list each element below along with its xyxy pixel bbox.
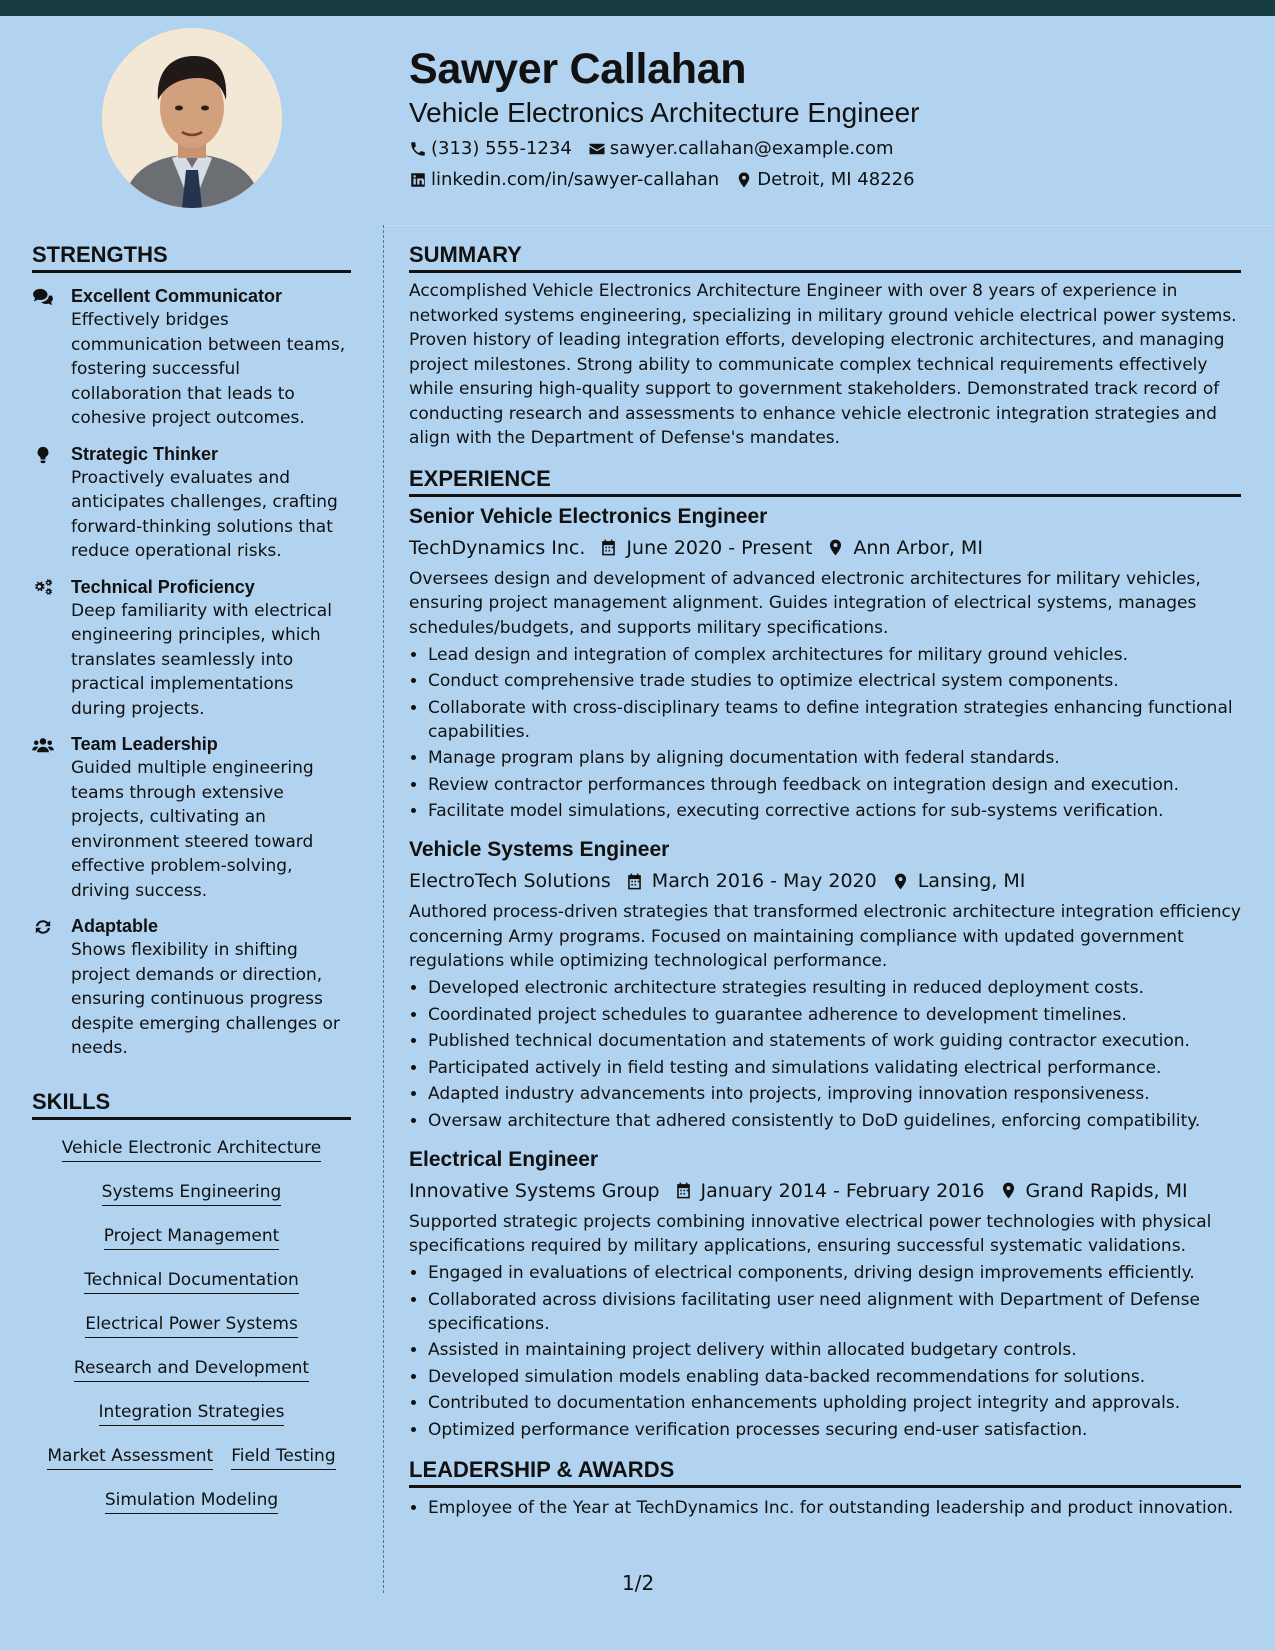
resume-header [409,42,1249,192]
skill-tag: Simulation Modeling [105,1488,278,1514]
email-contact[interactable] [588,137,894,161]
awards-heading: LEADERSHIP & AWARDS [409,1455,1241,1488]
contact-row-1 [409,137,1249,161]
calendar-icon [625,872,644,891]
job-bullet: • Developed simulation models enabling data-backed recommendations for solutions. [428,1365,1241,1389]
job-bullet: • Assisted in maintaining project delivery within allocated budgetary controls. [428,1338,1241,1362]
strengths-heading: STRENGTHS [32,240,351,273]
envelope-icon [588,140,606,158]
cogs-icon [32,579,54,597]
job-bullets [409,643,1241,824]
awards-section [409,1496,1241,1520]
skill-tag: Technical Documentation [84,1268,299,1294]
location-text: Detroit, MI 48226 [757,169,915,190]
job-meta [409,535,1241,561]
strength-name: Technical Proficiency [71,576,255,597]
map-marker-icon [999,1181,1018,1200]
strength-name: Excellent Communicator [71,286,283,306]
job-bullet: • Manage program plans by aligning documentation with federal standards. [428,746,1241,770]
skills-heading: SKILLS [32,1087,351,1120]
calendar-icon [599,538,618,557]
job-bullet: • Coordinated project schedules to guarantee adherence to development timelines. [428,1003,1241,1027]
skill-tag: Research and Development [74,1356,309,1382]
email-text[interactable]: sawyer.callahan@example.com [609,138,894,159]
strength-name: Team Leadership [71,734,218,754]
map-marker-icon [826,538,845,557]
job-meta [409,868,1241,894]
page-number: 1/2 [622,1571,655,1595]
job-meta [409,1178,1241,1204]
strength-desc: Effectively bridges communication between teams, fostering successful collaboration that leads to cohesive project outcomes. [71,310,346,428]
job-description: Authored process-driven strategies that transformed electronic architecture integration efficiency concerning Army programs. Focused on maintaining compliance with updated government regulations while optimizing technological performance. [409,902,1241,971]
job-location: Grand Rapids, MI [1025,1179,1188,1202]
strength-desc: Proactively evaluates and anticipates challenges, crafting forward-thinking solutions that reduce operational risks. [71,467,338,561]
linkedin-icon [409,171,427,189]
skill-tag: Electrical Power Systems [85,1312,298,1338]
map-marker-icon [735,171,753,189]
users-icon [32,736,54,754]
skill-tag: Market Assessment [47,1444,213,1470]
strength-desc: Guided multiple engineering teams through extensive projects, cultivating an environment steered toward effective problem-solving, driving success. [71,758,314,901]
contact-row-2 [409,168,1249,192]
skill-tag: Field Testing [231,1444,335,1470]
job-entry [409,1146,1241,1442]
calendar-icon [674,1181,693,1200]
map-marker-icon [891,872,910,891]
candidate-title: Vehicle Electronics Architecture Engineer [409,97,920,128]
job-bullet: • Participated actively in field testing and simulations validating electrical performance. [428,1056,1241,1080]
top-bar [0,0,1275,16]
skills-list [32,1120,351,1524]
job-bullet: • Collaborate with cross-disciplinary teams to define integration strategies enhancing functional capabilities. [428,696,1241,744]
experience-heading: EXPERIENCE [409,464,1241,497]
right-column [409,240,1241,1520]
job-bullet: • Lead design and integration of complex architectures for military ground vehicles. [428,643,1241,667]
job-title: Senior Vehicle Electronics Engineer [409,504,768,528]
job-dates: June 2020 - Present [626,536,813,559]
job-location: Ann Arbor, MI [853,536,983,559]
strength-name: Strategic Thinker [71,443,219,464]
sync-icon [32,918,54,936]
strength-desc: Shows flexibility in shifting project demands or direction, ensuring continuous progress despite emerging challenges or needs. [71,940,340,1058]
profile-photo [102,28,282,208]
job-bullet: • Contributed to documentation enhancements upholding project integrity and approvals. [428,1391,1241,1415]
job-bullet: • Optimized performance verification processes securing end-user satisfaction. [428,1418,1241,1442]
strength-item [32,575,351,722]
phone-icon [409,140,427,158]
job-location: Lansing, MI [917,870,1026,892]
job-dates: January 2014 - February 2016 [700,1179,985,1202]
strength-item [32,284,351,431]
linkedin-text[interactable]: linkedin.com/in/sawyer-callahan [431,169,720,190]
job-company: ElectroTech Solutions [409,870,611,892]
strength-item [32,914,351,1061]
award-item: • Employee of the Year at TechDynamics Inc. for outstanding leadership and product innovation. [428,1496,1241,1520]
job-dates: March 2016 - May 2020 [651,870,877,892]
summary-heading: SUMMARY [409,240,1241,273]
job-bullet: • Facilitate model simulations, executing corrective actions for sub-systems verification. [428,799,1241,823]
job-bullet: • Collaborated across divisions facilitating user need alignment with Department of Defense specifications. [428,1288,1241,1336]
job-title: Electrical Engineer [409,1147,599,1171]
awards-list [409,1496,1241,1520]
job-company: Innovative Systems Group [409,1179,660,1202]
summary-text: Accomplished Vehicle Electronics Architecture Engineer with over 8 years of experience in networked systems engineering, specializing in military ground vehicle electrical power systems. Proven history of leading integration efforts, developing electronic architectures, and managing project milestones. Strong ability to communicate complex technical requirements effectively while ensuring high-quality support to government stakeholders. Demonstrated track record of conducting research and assessments to enhance vehicle electronic integration strategies and align with the Department of Defense's mandates. [409,281,1237,448]
job-bullet: • Adapted industry advancements into projects, improving innovation responsiveness. [428,1082,1241,1106]
strength-item [32,442,351,564]
job-description: Oversees design and development of advanced electronic architectures for military vehicles, ensuring project management alignment. Guides integration of electrical systems, manages schedules/budgets, and supports military specifications. [409,568,1201,638]
location-contact [735,168,914,192]
candidate-name: Sawyer Callahan [409,45,747,93]
skill-tag: Vehicle Electronic Architecture [62,1136,321,1162]
job-company: TechDynamics Inc. [409,536,586,559]
column-divider [383,225,384,1593]
job-title: Vehicle Systems Engineer [409,838,670,861]
job-bullets [409,1261,1241,1442]
lightbulb-icon [32,446,54,464]
header-divider [383,225,1275,226]
phone-text: (313) 555-1234 [431,138,572,159]
left-column [32,240,351,1524]
job-bullet: • Published technical documentation and statements of work guiding contractor execution. [428,1029,1241,1053]
linkedin-contact[interactable] [409,168,719,192]
job-entry [409,836,1241,1133]
skill-tag: Integration Strategies [99,1400,285,1426]
job-bullet: • Engaged in evaluations of electrical components, driving design improvements efficiently. [428,1261,1241,1285]
job-bullet: • Oversaw architecture that adhered consistently to DoD guidelines, enforcing compatibility. [428,1109,1241,1133]
job-description: Supported strategic projects combining innovative electrical power technologies with physical specifications required by military applications, ensuring successful systematic validations. [409,1211,1212,1256]
skill-tag: Systems Engineering [102,1180,282,1206]
comments-icon [32,288,54,306]
strength-item [32,732,351,903]
strength-name: Adaptable [71,916,159,936]
job-bullets [409,976,1241,1133]
avatar [102,28,282,208]
strength-desc: Deep familiarity with electrical engineering principles, which translates seamlessly into practical implementations during projects. [71,600,332,719]
job-bullet: • Conduct comprehensive trade studies to optimize electrical system components. [428,669,1241,693]
phone-contact [409,137,572,161]
job-bullet: • Developed electronic architecture strategies resulting in reduced deployment costs. [428,976,1241,1000]
job-entry [409,503,1241,824]
skill-tag: Project Management [104,1224,280,1250]
job-bullet: • Review contractor performances through feedback on integration design and execution. [428,773,1241,797]
